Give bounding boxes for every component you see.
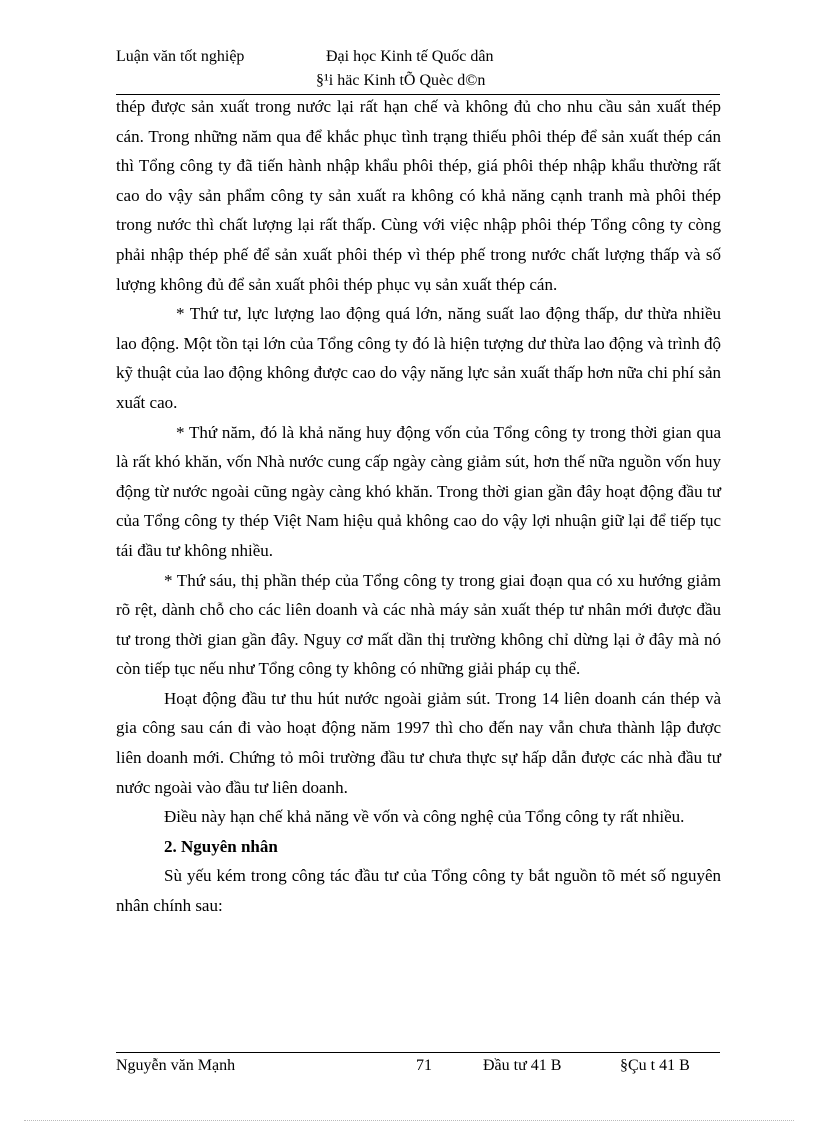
paragraph-3: * Thứ năm, đó là khả năng huy động vốn của Tổng công ty trong thời gian qua là rất khó khăn, vốn Nhà nước cung cấp ngày càng giảm sút, hơn thế nữa nguồn vốn huy động từ nước ngoài cũng ngày càng khó khăn. Trong thời gian gần đây hoạt động đầu tư của Tổng công ty thép Việt Nam hiệu quả không cao do vậy lợi nhuận giữ lại để tiếp tục tái đầu tư không nhiều.	[116, 422, 721, 560]
paragraph-2: * Thứ tư, lực lượng lao động quá lớn, năng suất lao động thấp, dư thừa nhiều lao động. Một tồn tại lớn của Tổng công ty đó là hiện tượng dư thừa lao động và trình độ kỹ thuật của lao động không được cao do vậy năng lực sản xuất thấp hơn nữa chi phí sản xuất cao.	[116, 304, 721, 412]
document-body	[116, 92, 721, 921]
paragraph-1: thép được sản xuất trong nước lại rất hạn chế và không đủ cho nhu cầu sản xuất thép cán. Trong những năm qua để khắc phục tình trạng thiếu phôi thép để sản xuất thép cán thì Tổng công ty đã tiến hành nhập khẩu phôi thép, giá phôi thép nhập khẩu thường rất cao do vậy sản phẩm công ty sản xuất ra không có khả năng cạnh tranh mà phôi thép trong nước thì chất lượng lại rất thấp. Cùng với việc nhập phôi thép Tổng công ty còng phải nhập thép phế để sản xuất phôi thép vì thép phế trong nước chất lượng thấp và số lượng không đủ để sản xuất phôi thép phục vụ sản xuất thép cán.	[116, 97, 721, 294]
header-thesis-label: Luận văn tốt nghiệp	[116, 48, 245, 65]
page-edge-dotted-line	[24, 1120, 794, 1121]
footer-rule	[116, 1052, 720, 1053]
paragraph-7: Sù yếu kém trong công tác đầu tư của Tổng công ty bắt nguồn tõ mét số nguyên nhân chính sau:	[116, 866, 721, 916]
footer-class-legacy-encoding: §Çu t 41 B	[620, 1057, 690, 1074]
paragraph-6: Điều này hạn chế khả năng về vốn và công nghệ của Tổng công ty rất nhiều.	[164, 807, 685, 827]
header-university-legacy-encoding: §¹i häc Kinh tÕ Quèc d©n	[316, 72, 486, 89]
footer-author: Nguyễn văn Mạnh	[116, 1057, 236, 1074]
paragraph-4: * Thứ sáu, thị phần thép của Tổng công ty trong giai đoạn qua có xu hướng giảm rõ rệt, dành chỗ cho các liên doanh và các nhà máy sản xuất thép tư nhân mới được đầu tư trong thời gian gần đây. Nguy cơ mất dần thị trường không chỉ dừng lại ở đây mà nó còn tiếp tục nếu như Tổng công ty không có những giải pháp cụ thể.	[116, 570, 721, 679]
paragraph-5: Hoạt động đầu tư thu hút nước ngoài giảm sút. Trong 14 liên doanh cán thép và gia công sau cán đi vào hoạt động năm 1997 thì cho đến nay vẫn chưa thành lập được liên doanh mới. Chứng tỏ môi trường đầu tư chưa thực sự hấp dẫn được các nhà đầu tư nước ngoài vào đầu tư liên doanh.	[116, 688, 721, 797]
header-university: Đại học Kinh tế Quốc dân	[326, 48, 494, 65]
page-number: 71	[416, 1057, 432, 1074]
footer-class: Đầu tư 41 B	[483, 1057, 562, 1074]
section-heading: 2. Nguyên nhân	[164, 836, 278, 856]
